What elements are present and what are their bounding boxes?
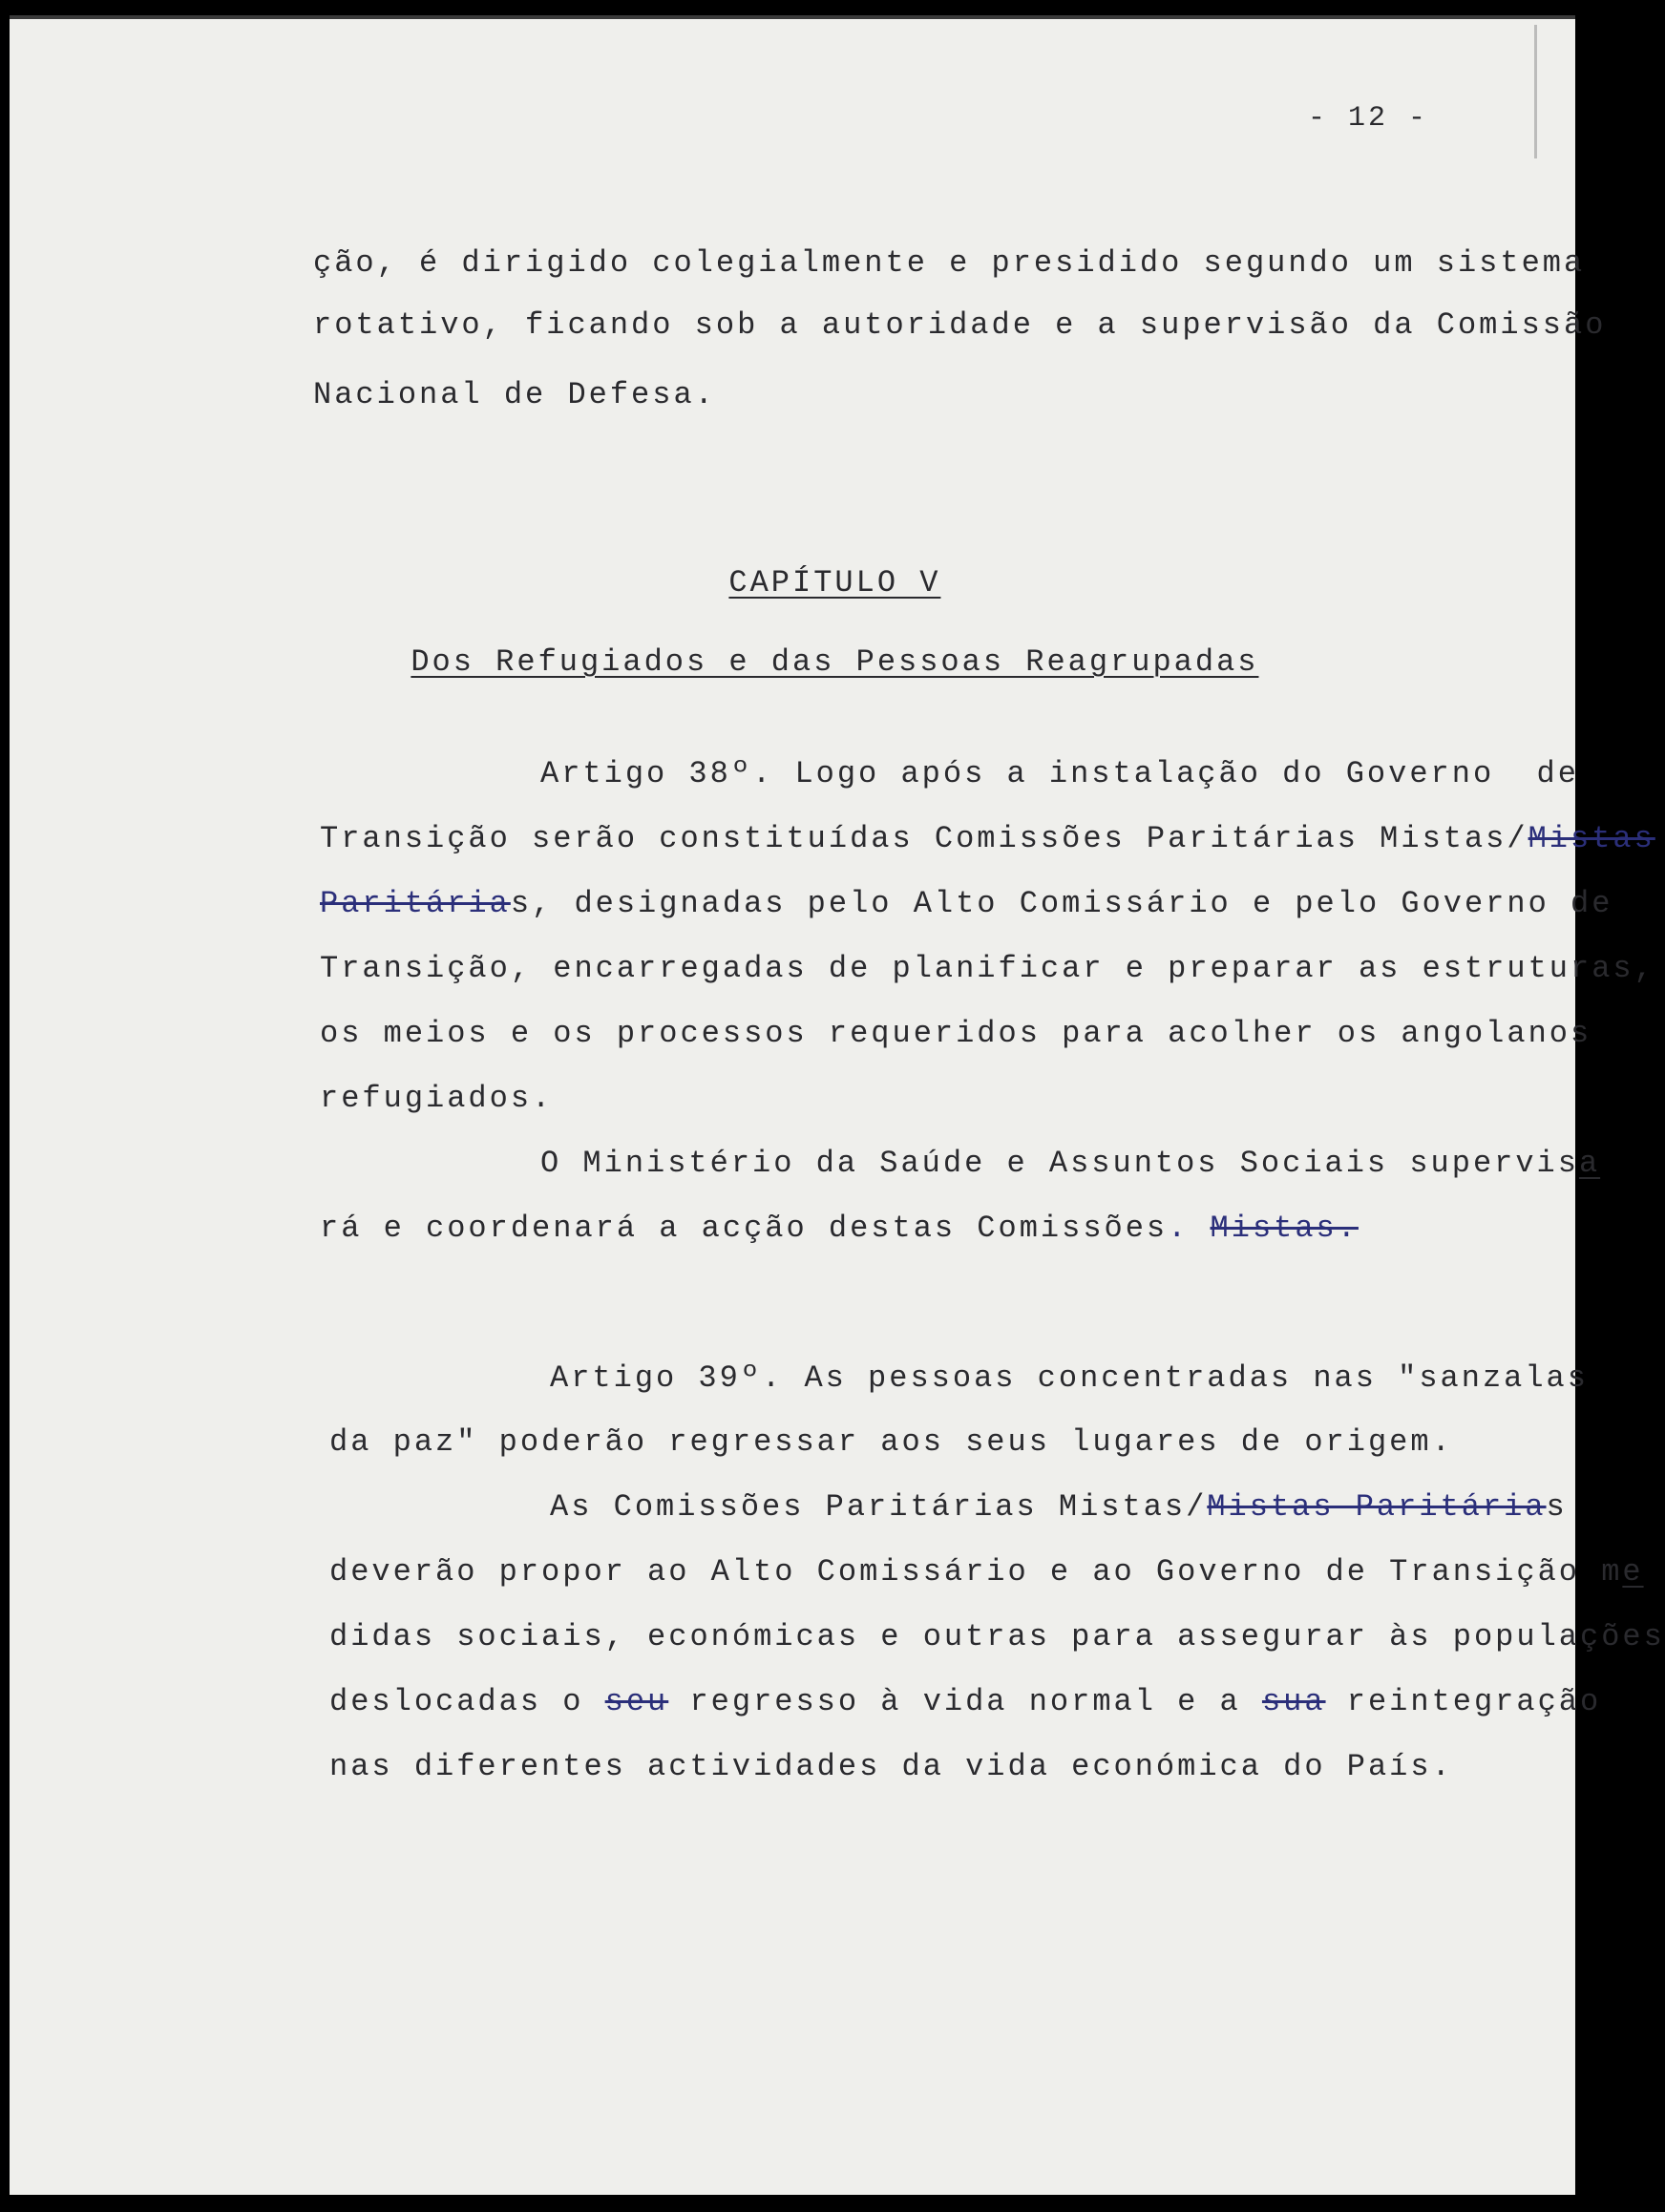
art38-line-3: [320, 885, 1612, 923]
art39-struck-word-2: sua: [1261, 1684, 1326, 1719]
scan-top-border: [10, 15, 1575, 19]
art38-line-3-text: s, designadas pelo Alto Comissário e pelo Governo de: [510, 886, 1613, 921]
art39-struck-words: Mistas Paritária: [1207, 1489, 1547, 1525]
art38-line-5: os meios e os processos requeridos para acolher os angolanos: [320, 1016, 1592, 1051]
art39-para2-line-1: [550, 1488, 1568, 1527]
art38-line-1: Artigo 38º. Logo após a instalação do Governo de: [540, 756, 1579, 791]
intro-line-1: ção, é dirigido colegialmente e presidido segundo um sistema: [313, 245, 1586, 281]
art39-para2-line-3: didas sociais, económicas e outras para assegurar às populações: [329, 1619, 1665, 1654]
art38-line-2-text: Transição serão constituídas Comissões Paritárias Mistas/: [320, 821, 1528, 856]
intro-line-2: rotativo, ficando sob a autoridade e a supervisão da Comissão: [313, 307, 1607, 343]
page-number: - 12 -: [1308, 102, 1429, 135]
art38-para2-line-1-text: O Ministério da Saúde e Assuntos Sociais supervis: [540, 1146, 1579, 1181]
art38-para2-line-1: [540, 1145, 1600, 1183]
art39-para2-line-4: [329, 1683, 1601, 1721]
art39-para2-line-2: [329, 1553, 1644, 1591]
chapter-subtitle-text: Dos Refugiados e das Pessoas Reagrupadas: [411, 644, 1259, 680]
art39-para2-line-4-c: reintegração: [1325, 1684, 1602, 1719]
art38-para2-line-1-end: a: [1578, 1146, 1601, 1181]
art39-para2-line-5: nas diferentes actividades da vida económica do País.: [329, 1749, 1453, 1784]
chapter-title-text: CAPÍTULO V: [728, 565, 941, 600]
art39-para2-line-1-end: s: [1546, 1489, 1568, 1525]
intro-line-3: Nacional de Defesa.: [313, 377, 716, 412]
art38-line-4: Transição, encarregadas de planificar e preparar as estruturas,: [320, 951, 1655, 986]
art39-line-1: Artigo 39º. As pessoas concentradas nas "sanzalas: [550, 1360, 1589, 1396]
art39-struck-word-1: seu: [604, 1684, 669, 1719]
art39-line-2: da paz" poderão regressar aos seus lugares de origem.: [329, 1424, 1453, 1460]
scan-edge-mark: [1534, 25, 1537, 158]
art38-struck-word-3: Mistas.: [1210, 1211, 1359, 1246]
document-page: [10, 15, 1665, 2195]
art39-para2-line-1-text: As Comissões Paritárias Mistas/: [550, 1489, 1208, 1525]
chapter-subtitle: [10, 605, 1575, 720]
art38-para2-line-2: [320, 1210, 1359, 1248]
art38-inserted-period: .: [1168, 1211, 1190, 1246]
art39-para2-line-2-text: deverão propor ao Alto Comissário e ao Governo de Transição m: [329, 1554, 1623, 1590]
art39-para2-line-2-end: e: [1622, 1554, 1644, 1590]
art38-line-2: [320, 820, 1655, 858]
art38-struck-word-2: Paritária: [320, 886, 511, 921]
art39-para2-line-4-b: regresso à vida normal e a: [668, 1684, 1262, 1719]
art38-para2-line-2-text: rá e coordenará a acção destas Comissões: [320, 1211, 1169, 1246]
art38-struck-word: Mistas: [1528, 821, 1655, 856]
art39-para2-line-4-a: deslocadas o: [329, 1684, 605, 1719]
art38-line-6: refugiados.: [320, 1081, 554, 1116]
